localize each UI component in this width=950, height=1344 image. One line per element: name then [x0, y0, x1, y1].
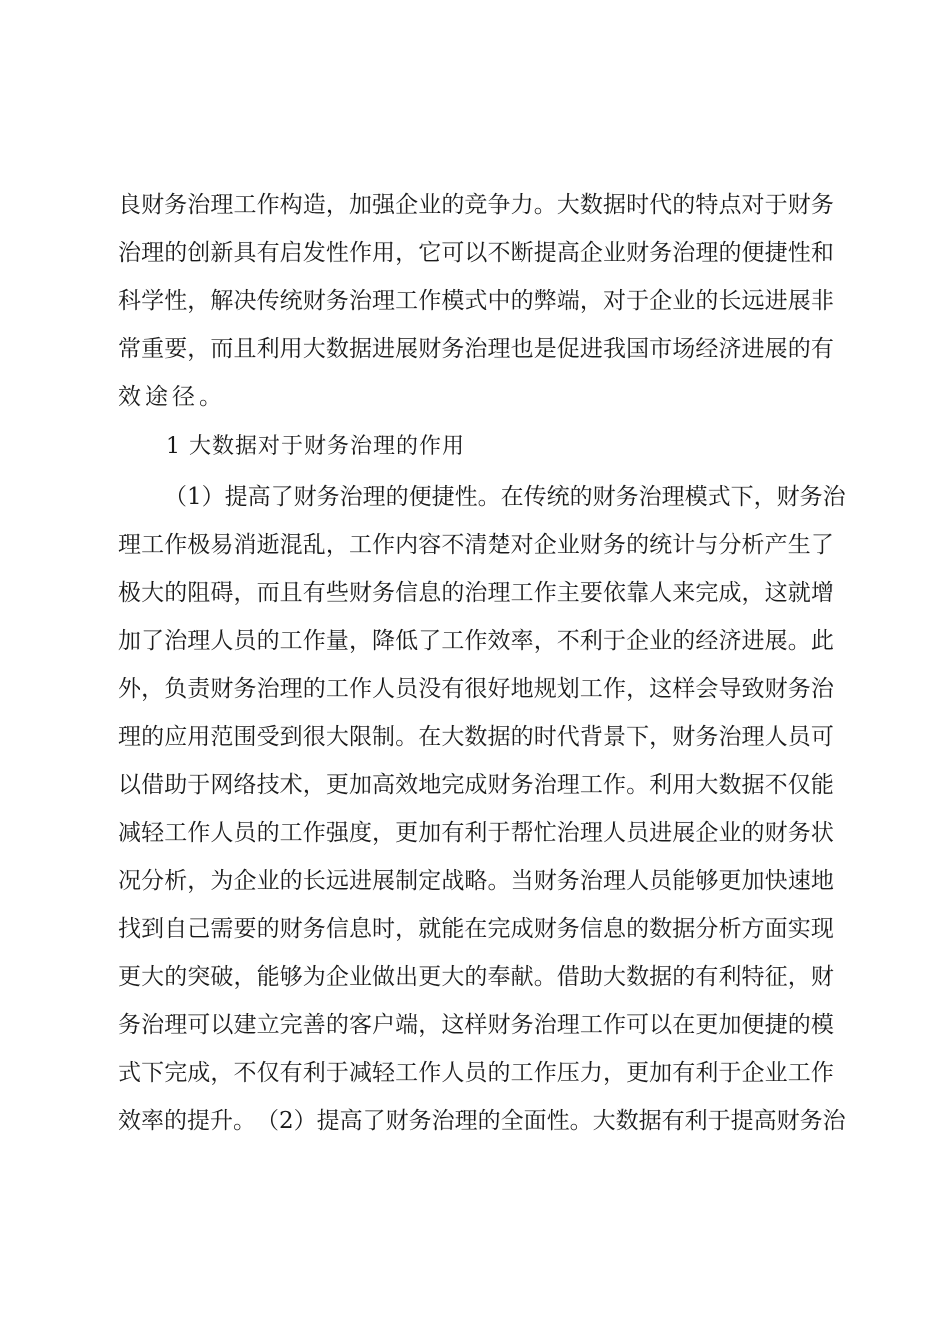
text-line: 以 借 助 于 网 络 技 术 ， 更 加 高 效 地 完 成 财 务 治 理 工 作 。 利 用 大 数 据 不 仅 能	[118, 772, 834, 798]
text-line: 良 财 务 治 理 工 作 构 造 ， 加 强 企 业 的 竞 争 力 。 大 数 据 时 代 的 特 点 对 于 财 务	[118, 192, 834, 218]
text-line: 加 了 治 理 人 员 的 工 作 量 ， 降 低 了 工 作 效 率 ， 不 利 于 企 业 的 经 济 进 展 。 此	[118, 628, 834, 654]
text-line: （ 1 ） 提 高 了 财 务 治 理 的 便 捷 性 。 在 传 统 的 财 务 治 理 模 式 下 ， 财 务 治	[164, 484, 846, 510]
text-line: 常 重 要 ， 而 且 利 用 大 数 据 进 展 财 务 治 理 也 是 促 进 我 国 市 场 经 济 进 展 的 有	[118, 336, 834, 362]
text-line: 极 大 的 阻 碍 ， 而 且 有 些 财 务 信 息 的 治 理 工 作 主 要 依 靠 人 来 完 成 ， 这 就 增	[118, 580, 834, 606]
text-line: 效 率 的 提 升 。 （ 2 ） 提 高 了 财 务 治 理 的 全 面 性 。 大 数 据 有 利 于 提 高 财 务 治	[118, 1108, 846, 1134]
text-line: 治 理 的 创 新 具 有 启 发 性 作 用 ， 它 可 以 不 断 提 高 企 业 财 务 治 理 的 便 捷 性 和	[118, 240, 834, 266]
intro-paragraph	[118, 181, 834, 421]
text-line: 务 治 理 可 以 建 立 完 善 的 客 户 端 ， 这 样 财 务 治 理 工 作 可 以 在 更 加 便 捷 的 模	[118, 1012, 834, 1038]
text-line: 效 途 径 。	[118, 384, 226, 410]
section-heading: 1 大数据对于财务治理的作用	[166, 434, 465, 459]
text-line: 理 的 应 用 范 围 受 到 很 大 限 制 。 在 大 数 据 的 时 代 背 景 下 ， 财 务 治 理 人 员 可	[118, 724, 834, 750]
text-line: 找 到 自 己 需 要 的 财 务 信 息 时 ， 就 能 在 完 成 财 务 信 息 的 数 据 分 析 方 面 实 现	[118, 916, 834, 942]
text-line: 减 轻 工 作 人 员 的 工 作 强 度 ， 更 加 有 利 于 帮 忙 治 理 人 员 进 展 企 业 的 财 务 状	[118, 820, 834, 846]
text-line: 况 分 析 ， 为 企 业 的 长 远 进 展 制 定 战 略 。 当 财 务 治 理 人 员 能 够 更 加 快 速 地	[118, 868, 834, 894]
text-line: 理 工 作 极 易 消 逝 混 乱 ， 工 作 内 容 不 清 楚 对 企 业 财 务 的 统 计 与 分 析 产 生 了	[118, 532, 834, 558]
body-paragraph	[118, 473, 846, 1145]
document-content	[118, 181, 846, 1145]
text-line: 式 下 完 成 ， 不 仅 有 利 于 减 轻 工 作 人 员 的 工 作 压 力 ， 更 加 有 利 于 企 业 工 作	[118, 1060, 834, 1086]
text-line: 外 ， 负 责 财 务 治 理 的 工 作 人 员 没 有 很 好 地 规 划 工 作 ， 这 样 会 导 致 财 务 治	[118, 676, 834, 702]
text-line: 科 学 性 ， 解 决 传 统 财 务 治 理 工 作 模 式 中 的 弊 端 ， 对 于 企 业 的 长 远 进 展 非	[118, 288, 834, 314]
text-line: 更 大 的 突 破 ， 能 够 为 企 业 做 出 更 大 的 奉 献 。 借 助 大 数 据 的 有 利 特 征 ， 财	[118, 964, 834, 990]
